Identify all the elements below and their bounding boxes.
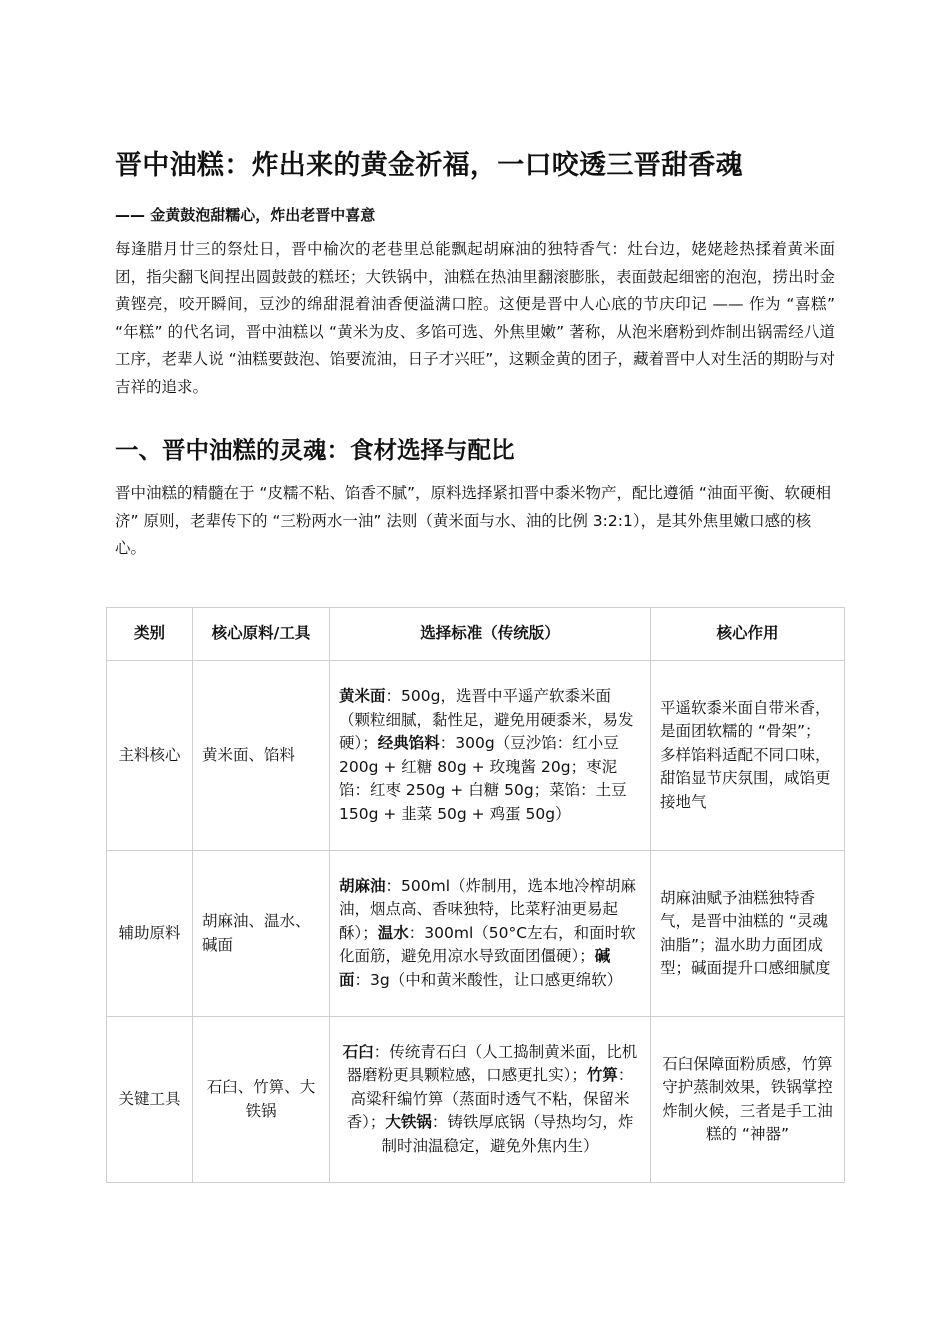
std-text: ：500ml（炸制用，选本地冷榨胡麻油，烟点高、香味独特，比菜籽油更易起酥）； (339, 876, 637, 942)
cell-materials: 黄米面、馅料 (193, 661, 330, 851)
header-role: 核心作用 (651, 608, 845, 661)
header-materials: 核心原料/工具 (193, 608, 330, 661)
std-text: ：3g（中和黄米酸性，让口感更绵软） (354, 970, 623, 989)
std-text: ：铸铁厚底锅（导热均匀，炸制时油温稳定，避免外焦内生） (381, 1113, 634, 1155)
std-label: 黄米面 (339, 687, 386, 705)
cell-standard (330, 851, 651, 1017)
std-text: ：高粱秆编竹箅（蒸面时透气不粘，保留米香）； (346, 1066, 634, 1132)
cell-category: 辅助原料 (107, 851, 193, 1017)
header-category: 类别 (107, 608, 193, 661)
ingredients-table (106, 607, 845, 1183)
cell-role: 石臼保障面粉质感，竹箅守护蒸制效果，铁锅掌控炸制火候，三者是手工油糕的 “神器” (651, 1017, 845, 1183)
std-label: 大铁锅 (385, 1113, 432, 1132)
std-label: 碱面 (339, 947, 611, 989)
cell-category: 关键工具 (107, 1017, 193, 1183)
cell-role: 平遥软黍米面自带米香，是面团软糯的 “骨架”；多样馅料适配不同口味，甜馅显节庆氛围，咸馅更接地气 (651, 661, 845, 851)
std-text: ：300ml（50°C左右，和面时软化面筋，避免用凉水导致面团僵硬）； (339, 923, 636, 966)
std-label: 温水 (377, 923, 409, 942)
std-text: ：500g，选晋中平遥产软黍米面（颗粒细腻，黏性足，避免用硬黍米，易发硬）； (339, 687, 634, 752)
std-text: ：300g（豆沙馅：红小豆 200g + 红糖 80g + 玫瑰酱 20g；枣泥馅：红枣 250g + 白糖 50g；菜馅：土豆 150g + 韭菜 50g + 鸡蛋 50g） (339, 734, 627, 823)
table-header-row (107, 608, 845, 661)
cell-standard (330, 661, 651, 851)
table-row (107, 851, 845, 1017)
intro-paragraph: 每逢腊月廿三的祭灶日，晋中榆次的老巷里总能飘起胡麻油的独特香气：灶台边，姥姥趁热揉着黄米面团，指尖翻飞间捏出圆鼓鼓的糕坯；大铁锅中，油糕在热油里翻滚膨胀，表面鼓起细密的泡泡，捞出时金黄铿亮，咬开瞬间，豆沙的绵甜混着油香便溢满口腔。这便是晋中人心底的节庆印记 —— 作为 “喜糕” “年糕” 的代名词，晋中油糕以 “黄米为皮、多馅可选、外焦里嫩” 著称，从泡米磨粉到炸制出锅需经八道工序，老辈人说 “油糕要鼓泡、馅要流油，日子才兴旺”，这颗金黄的团子，藏着晋中人对生活的期盼与对吉祥的追求。 (115, 240, 835, 396)
std-label: 胡麻油 (339, 876, 386, 895)
page-title: 晋中油糕：炸出来的黄金祈福，一口咬透三晋甜香魂 (115, 150, 743, 181)
cell-materials: 石臼、竹箅、大铁锅 (193, 1017, 330, 1183)
table-row (107, 661, 845, 851)
header-standard: 选择标准（传统版） (330, 608, 651, 661)
std-text: ：传统青石臼（人工捣制黄米面，比机器磨粉更具颗粒感，口感更扎实）； (346, 1042, 638, 1085)
page-subtitle: —— 金黄鼓泡甜糯心，炸出老晋中喜意 (115, 206, 376, 224)
section-heading: 一、晋中油糕的灵魂：食材选择与配比 (115, 436, 515, 464)
section-paragraph: 晋中油糕的精髓在于 “皮糯不粘、馅香不腻”，原料选择紧扣晋中黍米物产，配比遵循 “油面平衡、软硬相济” 原则，老辈传下的 “三粉两水一油” 法则（黄米面与水、油的比例 3:2:1），是其外焦里嫩口感的核心。 (115, 484, 831, 558)
cell-standard (330, 1017, 651, 1183)
cell-role: 胡麻油赋予油糕独特香气，是晋中油糕的 “灵魂油脂”；温水助力面团成型；碱面提升口感细腻度 (651, 851, 845, 1017)
cell-category: 主料核心 (107, 661, 193, 851)
table-row (107, 1017, 845, 1183)
std-label: 石臼 (342, 1042, 374, 1061)
std-label: 竹箅 (586, 1066, 618, 1085)
std-label: 经典馅料 (377, 734, 440, 752)
cell-materials: 胡麻油、温水、碱面 (193, 851, 330, 1017)
